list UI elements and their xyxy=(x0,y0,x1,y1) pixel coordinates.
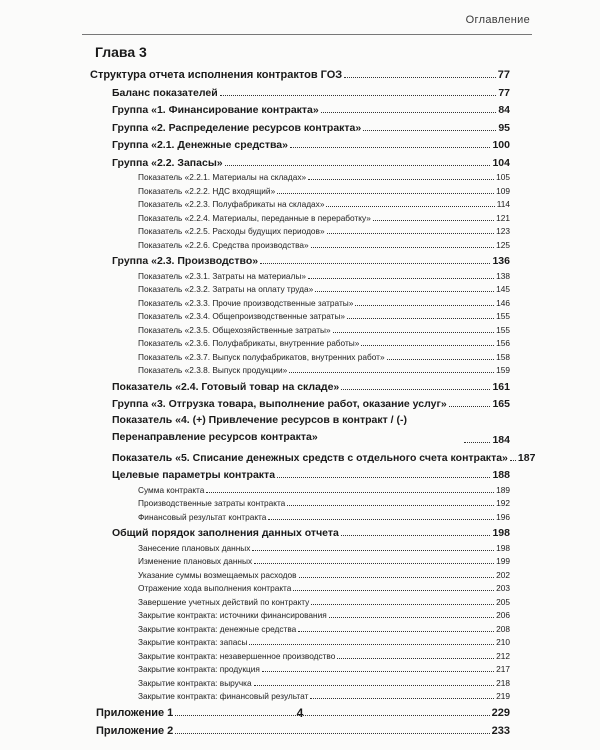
toc-entry xyxy=(90,393,510,411)
toc-entry xyxy=(90,495,510,509)
toc-entry-page: 104 xyxy=(492,156,510,169)
toc-entry-title: Структура отчета исполнения контрактов ГОЗ xyxy=(90,69,343,81)
toc-entry-page: 77 xyxy=(498,86,510,99)
toc-entry xyxy=(90,566,510,580)
toc-entry-page: 165 xyxy=(492,398,510,410)
toc-entry-page: 212 xyxy=(496,650,510,661)
toc-entry xyxy=(90,294,510,308)
toc-entry-page: 159 xyxy=(496,365,510,375)
toc-entry xyxy=(90,593,510,607)
toc-entry xyxy=(90,348,510,362)
dot-leader xyxy=(249,644,494,645)
dot-leader xyxy=(327,233,495,234)
dot-leader xyxy=(290,147,490,148)
toc-entry-page: 145 xyxy=(496,284,510,294)
toc-entry-title: Показатель «5. Списание денежных средств с отдельного счета контракта» xyxy=(112,451,508,464)
dot-leader xyxy=(311,604,494,605)
toc-entry xyxy=(90,620,510,634)
toc-entry-page: 189 xyxy=(496,484,510,495)
toc-entry xyxy=(90,335,510,349)
dot-leader xyxy=(206,492,494,493)
dot-leader xyxy=(293,590,494,591)
dot-leader xyxy=(326,206,494,207)
toc-entry-title: Группа «3. Отгрузка товара, выполнение работ, оказание услуг» xyxy=(112,398,447,410)
toc-entry-title: Показатель «2.3.6. Полуфабрикаты, внутренние работы» xyxy=(138,338,360,348)
toc-entry-page: 187 xyxy=(517,451,536,464)
page-number: 4 xyxy=(296,706,304,720)
dot-leader xyxy=(510,460,516,461)
toc-entry-page: 198 xyxy=(492,527,510,539)
toc-entry xyxy=(90,81,510,99)
toc-entry-title: Показатель «4. (+) Привлечение ресурсов в контракт / (-) Перенаправление ресурсов контракта» xyxy=(112,414,407,443)
dot-leader xyxy=(373,220,494,221)
toc-entry xyxy=(90,481,510,495)
toc-entry-page: 229 xyxy=(491,707,510,719)
toc-entry xyxy=(90,62,510,81)
toc-entry-page: 233 xyxy=(491,725,510,737)
toc-entry-title: Группа «2.1. Денежные средства» xyxy=(112,139,288,151)
toc-entry-page: 218 xyxy=(496,677,510,688)
toc-entry xyxy=(90,267,510,281)
toc-entry-page: 95 xyxy=(498,121,510,134)
dot-leader xyxy=(225,165,491,166)
toc-entry-page: 217 xyxy=(496,664,510,674)
toc-entry-title: Показатель «2.2.3. Полуфабрикаты на складах» xyxy=(138,199,325,209)
toc-entry-title: Показатель «2.3.7. Выпуск полуфабрикатов, внутренних работ» xyxy=(138,351,385,362)
toc-entry-page: 188 xyxy=(492,469,510,481)
toc-entry-title: Отражение хода выполнения контракта xyxy=(138,583,292,593)
toc-entry xyxy=(90,634,510,648)
toc-entry-page: 146 xyxy=(496,297,510,308)
toc-entry-title: Показатель «2.2.1. Материалы на складах» xyxy=(138,172,307,182)
toc-entry xyxy=(90,209,510,223)
toc-entry-title: Показатель «2.4. Готовый товар на складе» xyxy=(112,380,340,393)
toc-entry xyxy=(90,236,510,250)
toc-entry xyxy=(90,375,510,393)
toc-entry-page: 125 xyxy=(496,239,510,250)
toc-entry-page: 206 xyxy=(496,610,510,620)
toc-entry xyxy=(90,410,510,446)
dot-leader xyxy=(262,671,494,672)
toc-entry xyxy=(90,661,510,675)
toc-entry-title: Закрытие контракта: источники финансирования xyxy=(138,610,327,620)
dot-leader xyxy=(449,406,491,407)
toc-entry-title: Показатель «2.2.2. НДС входящий» xyxy=(138,185,276,196)
dot-leader xyxy=(387,359,495,360)
toc-entry-title: Финансовый результат контракта xyxy=(138,511,267,522)
toc-entry xyxy=(90,607,510,621)
toc-entry-title: Показатель «2.3.2. Затраты на оплату труда» xyxy=(138,284,314,294)
dot-leader xyxy=(311,247,495,248)
dot-leader xyxy=(308,179,494,180)
toc-entry-page: 196 xyxy=(496,511,510,522)
toc-entry-page: 198 xyxy=(496,542,510,553)
dot-leader xyxy=(363,130,496,131)
dot-leader xyxy=(315,291,494,292)
toc-entry-page: 203 xyxy=(496,583,510,593)
dot-leader xyxy=(289,372,494,373)
toc-entry-page: 109 xyxy=(496,185,510,196)
toc-entry xyxy=(90,223,510,237)
toc-entry xyxy=(90,553,510,567)
header-divider xyxy=(82,34,532,35)
toc-entry-title: Сумма контракта xyxy=(138,484,205,495)
toc-entry-title: Завершение учетных действий по контракту xyxy=(138,596,310,607)
toc-entry xyxy=(90,321,510,335)
dot-leader xyxy=(260,263,490,264)
toc-entry xyxy=(90,539,510,553)
dot-leader xyxy=(308,278,494,279)
toc-entry-title: Закрытие контракта: незавершенное производство xyxy=(138,650,336,661)
toc-entry-title: Указание суммы возмещаемых расходов xyxy=(138,569,297,580)
toc-entry xyxy=(90,362,510,376)
toc-entry xyxy=(90,688,510,702)
toc-entry-title: Группа «2.3. Производство» xyxy=(112,255,259,267)
toc-entry-title: Группа «2. Распределение ресурсов контракта» xyxy=(112,121,362,134)
toc-entry-page: 192 xyxy=(496,498,510,508)
toc-entry-title: Закрытие контракта: денежные средства xyxy=(138,623,297,634)
toc-entry xyxy=(90,719,510,737)
toc-entry-page: 138 xyxy=(496,270,510,281)
toc-entry-page: 205 xyxy=(496,596,510,607)
dot-leader xyxy=(299,577,495,578)
dot-leader xyxy=(341,535,491,536)
toc-entry-title: Показатель «2.2.5. Расходы будущих периодов» xyxy=(138,226,325,236)
toc-entry-title: Показатель «2.3.8. Выпуск продукции» xyxy=(138,365,288,375)
dot-leader xyxy=(220,95,497,96)
toc-entry-title: Группа «1. Финансирование контракта» xyxy=(112,104,319,116)
toc-entry-title: Закрытие контракта: выручка xyxy=(138,677,252,688)
toc-entry xyxy=(90,446,536,464)
toc-entry-title: Показатель «2.2.4. Материалы, переданные в переработку» xyxy=(138,212,371,223)
toc-entry-title: Закрытие контракта: финансовый результат xyxy=(138,691,309,701)
toc-entry-title: Баланс показателей xyxy=(112,86,218,99)
toc-entry-page: 155 xyxy=(496,311,510,321)
toc-entry xyxy=(90,99,510,117)
toc-entry xyxy=(90,182,510,196)
toc-entry xyxy=(90,151,510,169)
toc-entry-title: Целевые параметры контракта xyxy=(112,469,276,481)
toc-entry-title: Приложение 1 xyxy=(96,707,174,719)
toc-entry xyxy=(90,116,510,134)
toc-entry xyxy=(90,196,510,210)
dot-leader xyxy=(287,505,494,506)
dot-leader xyxy=(341,389,490,390)
toc-entry-page: 123 xyxy=(496,226,510,236)
toc-entry xyxy=(90,522,510,540)
dot-leader xyxy=(347,318,494,319)
toc-entry-page: 219 xyxy=(496,691,510,701)
toc-entry-page: 161 xyxy=(492,380,510,393)
toc-entry-page: 121 xyxy=(496,212,510,223)
toc-entry xyxy=(90,134,510,152)
dot-leader xyxy=(310,698,494,699)
dot-leader xyxy=(254,685,495,686)
toc-entry-title: Закрытие контракта: продукция xyxy=(138,664,260,674)
dot-leader xyxy=(268,519,494,520)
dot-leader xyxy=(329,617,494,618)
dot-leader xyxy=(464,442,490,443)
dot-leader xyxy=(175,733,489,734)
toc-entry xyxy=(90,674,510,688)
toc-entry-title: Показатель «2.3.5. Общехозяйственные затраты» xyxy=(138,324,331,335)
toc-entry-title: Закрытие контракта: запасы xyxy=(138,637,248,647)
toc-entry-page: 202 xyxy=(496,569,510,580)
dot-leader xyxy=(337,658,494,659)
toc-entry-page: 158 xyxy=(496,351,510,362)
dot-leader xyxy=(344,77,496,78)
toc-entry xyxy=(90,508,510,522)
toc-entry-title: Группа «2.2. Запасы» xyxy=(112,156,223,169)
toc-entry-title: Показатель «2.3.1. Затраты на материалы» xyxy=(138,270,306,281)
toc-entry-page: 77 xyxy=(497,69,510,81)
dot-leader xyxy=(298,631,494,632)
toc-entry-title: Показатель «2.3.3. Прочие производственные затраты» xyxy=(138,297,354,308)
dot-leader xyxy=(277,477,490,478)
toc-entry-page: 208 xyxy=(496,623,510,634)
toc-entry-page: 84 xyxy=(498,104,510,116)
toc-entry-page: 136 xyxy=(492,255,510,267)
toc-entry xyxy=(90,647,510,661)
toc-entry-page: 156 xyxy=(496,338,510,348)
toc-entry xyxy=(90,250,510,268)
running-title: Оглавление xyxy=(465,14,530,26)
toc-entry-page: 105 xyxy=(496,172,510,182)
toc-entry-page: 100 xyxy=(492,139,510,151)
toc-entry xyxy=(90,580,510,594)
toc-entry-page: 184 xyxy=(492,434,510,446)
toc-entry xyxy=(90,464,510,482)
toc-entry-page: 155 xyxy=(496,324,510,335)
toc-entry-title: Показатель «2.2.6. Средства производства» xyxy=(138,239,309,250)
table-of-contents xyxy=(90,62,536,737)
toc-entry xyxy=(90,169,510,183)
dot-leader xyxy=(252,550,494,551)
toc-entry-page: 210 xyxy=(496,637,510,647)
dot-leader xyxy=(321,112,497,113)
dot-leader xyxy=(277,193,494,194)
dot-leader xyxy=(254,563,494,564)
toc-entry-title: Приложение 2 xyxy=(96,725,174,737)
toc-entry-page: 114 xyxy=(496,199,510,209)
toc-entry-page: 199 xyxy=(496,556,510,566)
toc-entry-title: Изменение плановых данных xyxy=(138,556,253,566)
dot-leader xyxy=(355,305,494,306)
toc-entry-title: Показатель «2.3.4. Общепроизводственные затраты» xyxy=(138,311,346,321)
toc-entry xyxy=(90,281,510,295)
toc-entry-title: Занесение плановых данных xyxy=(138,542,251,553)
dot-leader xyxy=(333,332,495,333)
toc-entry-title: Общий порядок заполнения данных отчета xyxy=(112,527,339,539)
chapter-title: Глава 3 xyxy=(95,44,147,60)
dot-leader xyxy=(361,345,494,346)
toc-entry-title: Производственные затраты контракта xyxy=(138,498,286,508)
toc-entry xyxy=(90,308,510,322)
